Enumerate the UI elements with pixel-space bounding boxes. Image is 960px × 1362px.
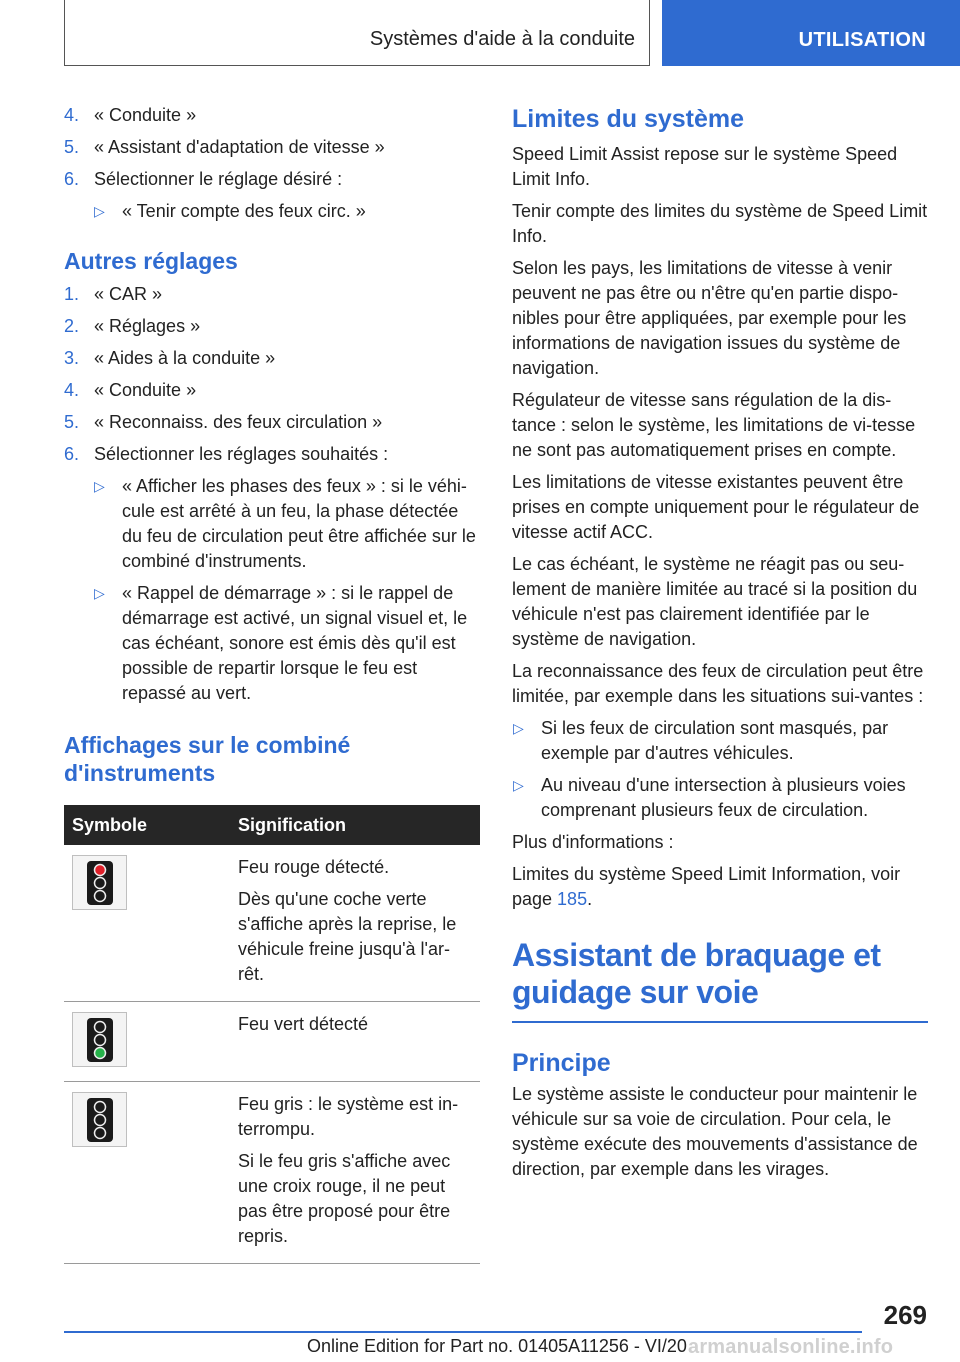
list-item (64, 474, 480, 574)
list-item (64, 282, 480, 307)
meaning-text: Feu vert détecté (238, 1014, 369, 1034)
right-column (512, 103, 928, 1189)
step-text: « Reconnaiss. des feux circulation » (94, 412, 383, 432)
page-number: 269 (883, 1300, 927, 1330)
traffic-light-grey-icon (72, 1092, 127, 1147)
step-number: 4. (64, 380, 80, 400)
step-number: 4. (64, 105, 80, 125)
bullet-text: « Afficher les phases des feux » : si le véhi-cule est arrêté à un feu, la phase détectée du feu de circulation peut être affichée sur le combiné d'instruments. (122, 476, 476, 571)
step-text: « Aides à la conduite » (94, 348, 276, 368)
list-item (64, 199, 480, 224)
list-item (64, 346, 480, 371)
reference-text: Limites du système Speed Limit Information, voir page (512, 864, 901, 909)
bullet-text: « Tenir compte des feux circ. » (122, 201, 366, 221)
bullet-text: Au niveau d'une intersection à plusieurs voies comprenant plusieurs feux de circulation. (541, 775, 906, 820)
list-item (64, 167, 480, 192)
step-number: 5. (64, 412, 80, 432)
more-info-label: Plus d'informations : (512, 832, 674, 852)
heading-assistant-braquage: Assistant de braquage et guidage sur voie (512, 937, 928, 1023)
traffic-light-green-icon (72, 1012, 127, 1067)
column-header-meaning: Signification (228, 805, 480, 845)
triangle-bullet-icon: ▷ (513, 777, 524, 793)
column-header-symbol: Symbole (64, 805, 228, 845)
step-number: 5. (64, 137, 80, 157)
step-text: « Conduite » (94, 105, 197, 125)
paragraph: Régulateur de vitesse sans régulation de la dis-tance : selon le système, les limitations de vi-tesse ne sont pas automatiquement prises en compte. (512, 390, 916, 460)
meaning-text: Feu gris : le système est in-terrompu. (238, 1094, 459, 1139)
meaning-text: Feu rouge détecté. (238, 857, 390, 877)
table-row (64, 845, 480, 1002)
step-text: Sélectionner le réglage désiré : (94, 169, 343, 189)
page-link[interactable]: 185 (557, 889, 588, 909)
triangle-bullet-icon: ▷ (94, 203, 105, 219)
step-number: 1. (64, 284, 80, 304)
bullet-text: « Rappel de démarrage » : si le rappel de démarrage est activé, un signal visuel et, le cas échéant, sonore est émis dès qu'il est possible de repartir lorsque le feu est repassé au vert. (122, 583, 468, 703)
step-text: « Réglages » (94, 316, 201, 336)
left-column (64, 103, 480, 1264)
list-item (64, 103, 480, 128)
chapter-tab: UTILISATION (798, 29, 926, 51)
step-number: 2. (64, 316, 80, 336)
heading-principe: Principe (512, 1049, 611, 1077)
section-title: Systèmes d'aide à la conduite (369, 28, 635, 50)
paragraph: La reconnaissance des feux de circulation peut être limitée, par exemple dans les situations sui-vantes : (512, 661, 924, 706)
paragraph: Selon les pays, les limitations de vitesse à venir peuvent ne pas être ou n'être qu'en partie dispo-nibles pour être appliquées, par exemple pour les informations de navigation issues du système de navigation. (512, 258, 907, 378)
bullet-text: Si les feux de circulation sont masqués, par exemple par d'autres véhicules. (541, 718, 889, 763)
paragraph: Le système assiste le conducteur pour maintenir le véhicule sur sa voie de circulation. Pour cela, le système exécute des mouvements d'assistance de direction, par exemple dans les virages. (512, 1084, 918, 1179)
paragraph: Les limitations de vitesse existantes peuvent être prises en compte uniquement pour le régulateur de vitesse actif ACC. (512, 472, 920, 542)
heading-limites: Limites du système (512, 105, 745, 133)
triangle-bullet-icon: ▷ (94, 478, 105, 494)
reference-end: . (587, 889, 593, 909)
paragraph: Tenir compte des limites du système de Speed Limit Info. (512, 201, 928, 246)
triangle-bullet-icon: ▷ (94, 585, 105, 601)
step-number: 6. (64, 444, 80, 464)
list-item (64, 581, 480, 706)
list-item (512, 773, 928, 823)
list-item (64, 442, 480, 467)
cross-reference (512, 862, 928, 912)
meaning-text: Dès qu'une coche verte s'affiche après la reprise, le véhicule freine jusqu'à l'ar-rêt. (238, 889, 457, 984)
list-item (512, 716, 928, 766)
header-section-box (64, 0, 650, 66)
edition-text: Online Edition for Part no. 01405A11256 - VI/20 (307, 1336, 687, 1356)
step-number: 6. (64, 169, 80, 189)
footer-divider (64, 1331, 862, 1333)
header-tab-box (662, 0, 960, 66)
step-text: « Conduite » (94, 380, 197, 400)
step-number: 3. (64, 348, 80, 368)
table-row (64, 1082, 480, 1264)
list-item (64, 135, 480, 160)
paragraph: Le cas échéant, le système ne réagit pas ou seu-lement de manière limitée au tracé si la position du véhicule n'est pas clairement identifiée par le système de navigation. (512, 554, 918, 649)
step-text: Sélectionner les réglages souhaités : (94, 444, 389, 464)
watermark: armanualsonline.info (688, 1336, 894, 1358)
triangle-bullet-icon: ▷ (513, 720, 524, 736)
step-text: « CAR » (94, 284, 163, 304)
paragraph: Speed Limit Assist repose sur le système Speed Limit Info. (512, 144, 898, 189)
list-item (64, 314, 480, 339)
traffic-light-red-icon (72, 855, 127, 910)
list-item (64, 410, 480, 435)
list-item (64, 378, 480, 403)
heading-autres-reglages: Autres réglages (64, 248, 238, 274)
meaning-text: Si le feu gris s'affiche avec une croix rouge, il ne peut pas être proposé pour être repris. (238, 1151, 451, 1246)
table-row (64, 1002, 480, 1082)
step-text: « Assistant d'adaptation de vitesse » (94, 137, 385, 157)
heading-affichages: Affichages sur le combiné d'instruments (64, 732, 351, 786)
symbol-table (64, 805, 480, 1264)
